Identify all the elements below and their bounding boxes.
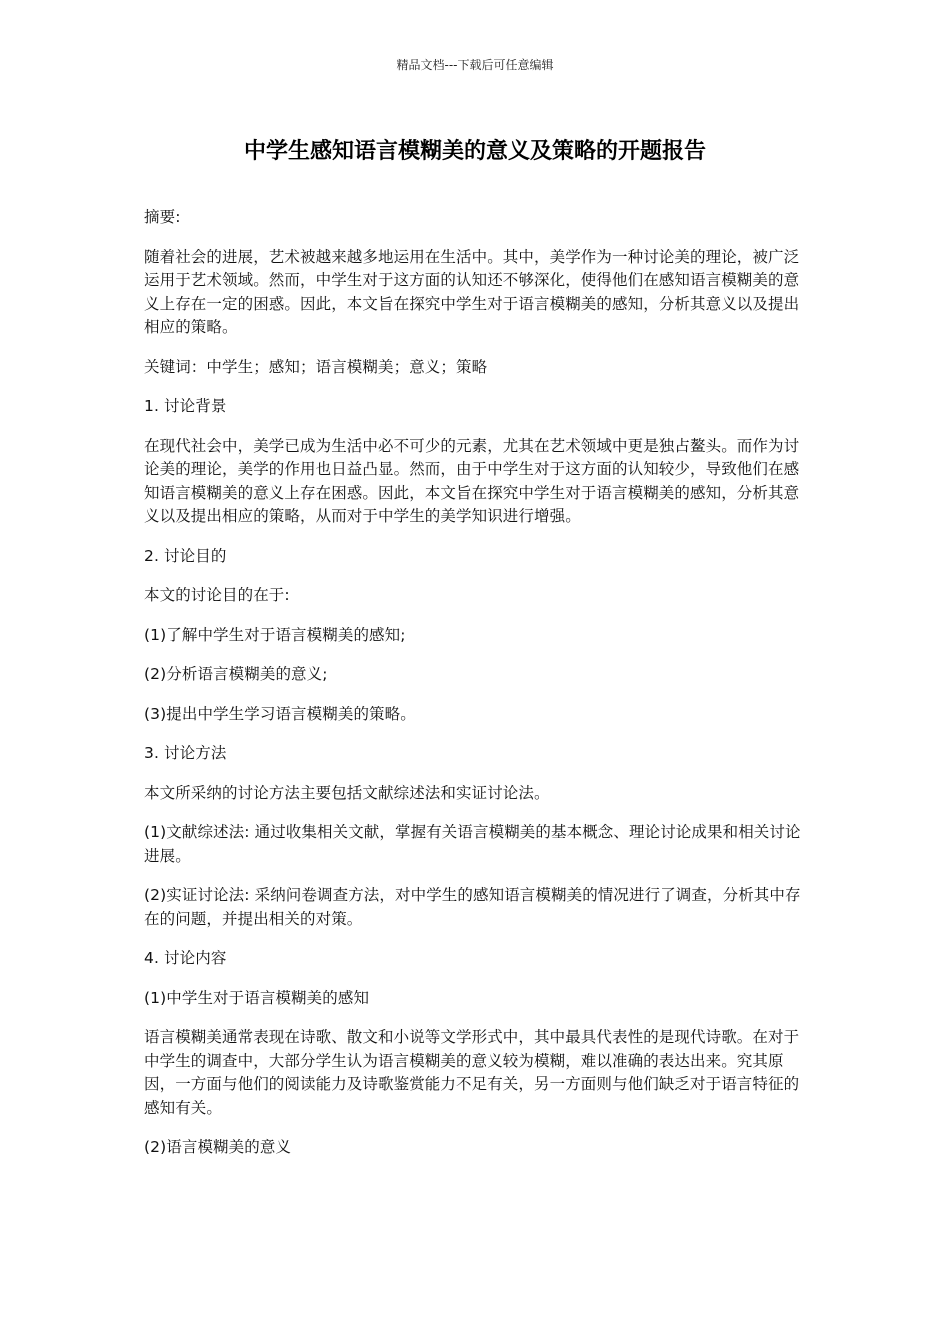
- abstract-paragraph: 随着社会的进展，艺术被越来越多地运用在生活中。其中，美学作为一种讨论美的理论，被广泛运用于艺术领域。然而，中学生对于这方面的认知还不够深化，使得他们在感知语言模糊美的意义上存在一定的困惑。因此，本文旨在探究中学生对于语言模糊美的感知，分析其意义以及提出相应的策略。: [144, 247, 800, 336]
- method-item-1: (1)文献综述法: 通过收集相关文献，掌握有关语言模糊美的基本概念、理论讨论成果和相关讨论进展。: [144, 823, 801, 865]
- purpose-item-2: (2)分析语言模糊美的意义;: [144, 665, 328, 683]
- method-intro: 本文所采纳的讨论方法主要包括文献综述法和实证讨论法。: [144, 783, 550, 802]
- background-paragraph: 在现代社会中，美学已成为生活中必不可少的元素，尤其在艺术领域中更是独占鳌头。而作为讨论美的理论，美学的作用也日益凸显。然而，由于中学生对于这方面的认知较少，导致他们在感知语言模糊美的意义上存在困惑。因此，本文旨在探究中学生对于语言模糊美的感知，分析其意义以及提出相应的策略，从而对于中学生的美学知识进行增强。: [144, 436, 800, 525]
- purpose-intro: 本文的讨论目的在于:: [144, 586, 290, 604]
- purpose-item-3: (3)提出中学生学习语言模糊美的策略。: [144, 704, 416, 723]
- section-heading-method: 3. 讨论方法: [144, 744, 227, 762]
- header-note: 精品文档---下载后可任意编辑: [396, 58, 554, 72]
- document-body: [144, 206, 808, 1176]
- document-title: 中学生感知语言模糊美的意义及策略的开题报告: [243, 139, 706, 164]
- keywords-line: 关键词：中学生；感知；语言模糊美；意义；策略: [144, 357, 488, 376]
- abstract-label: 摘要:: [144, 208, 181, 226]
- method-item-2: (2)实证讨论法: 采纳问卷调查方法，对中学生的感知语言模糊美的情况进行了调查，分析其中存在的问题，并提出相关的对策。: [144, 886, 801, 928]
- content-subheading-1: (1)中学生对于语言模糊美的感知: [144, 988, 370, 1007]
- section-heading-content: 4. 讨论内容: [144, 949, 227, 967]
- section-heading-background: 1. 讨论背景: [144, 397, 227, 415]
- content-paragraph-1: 语言模糊美通常表现在诗歌、散文和小说等文学形式中，其中最具代表性的是现代诗歌。在对于中学生的调查中，大部分学生认为语言模糊美的意义较为模糊，难以准确的表达出来。究其原因，一方面与他们的阅读能力及诗歌鉴赏能力不足有关，另一方面则与他们缺乏对于语言特征的感知有关。: [144, 1028, 800, 1117]
- section-heading-purpose: 2. 讨论目的: [144, 546, 227, 565]
- purpose-item-1: (1)了解中学生对于语言模糊美的感知;: [144, 625, 406, 644]
- content-subheading-2: (2)语言模糊美的意义: [144, 1138, 292, 1156]
